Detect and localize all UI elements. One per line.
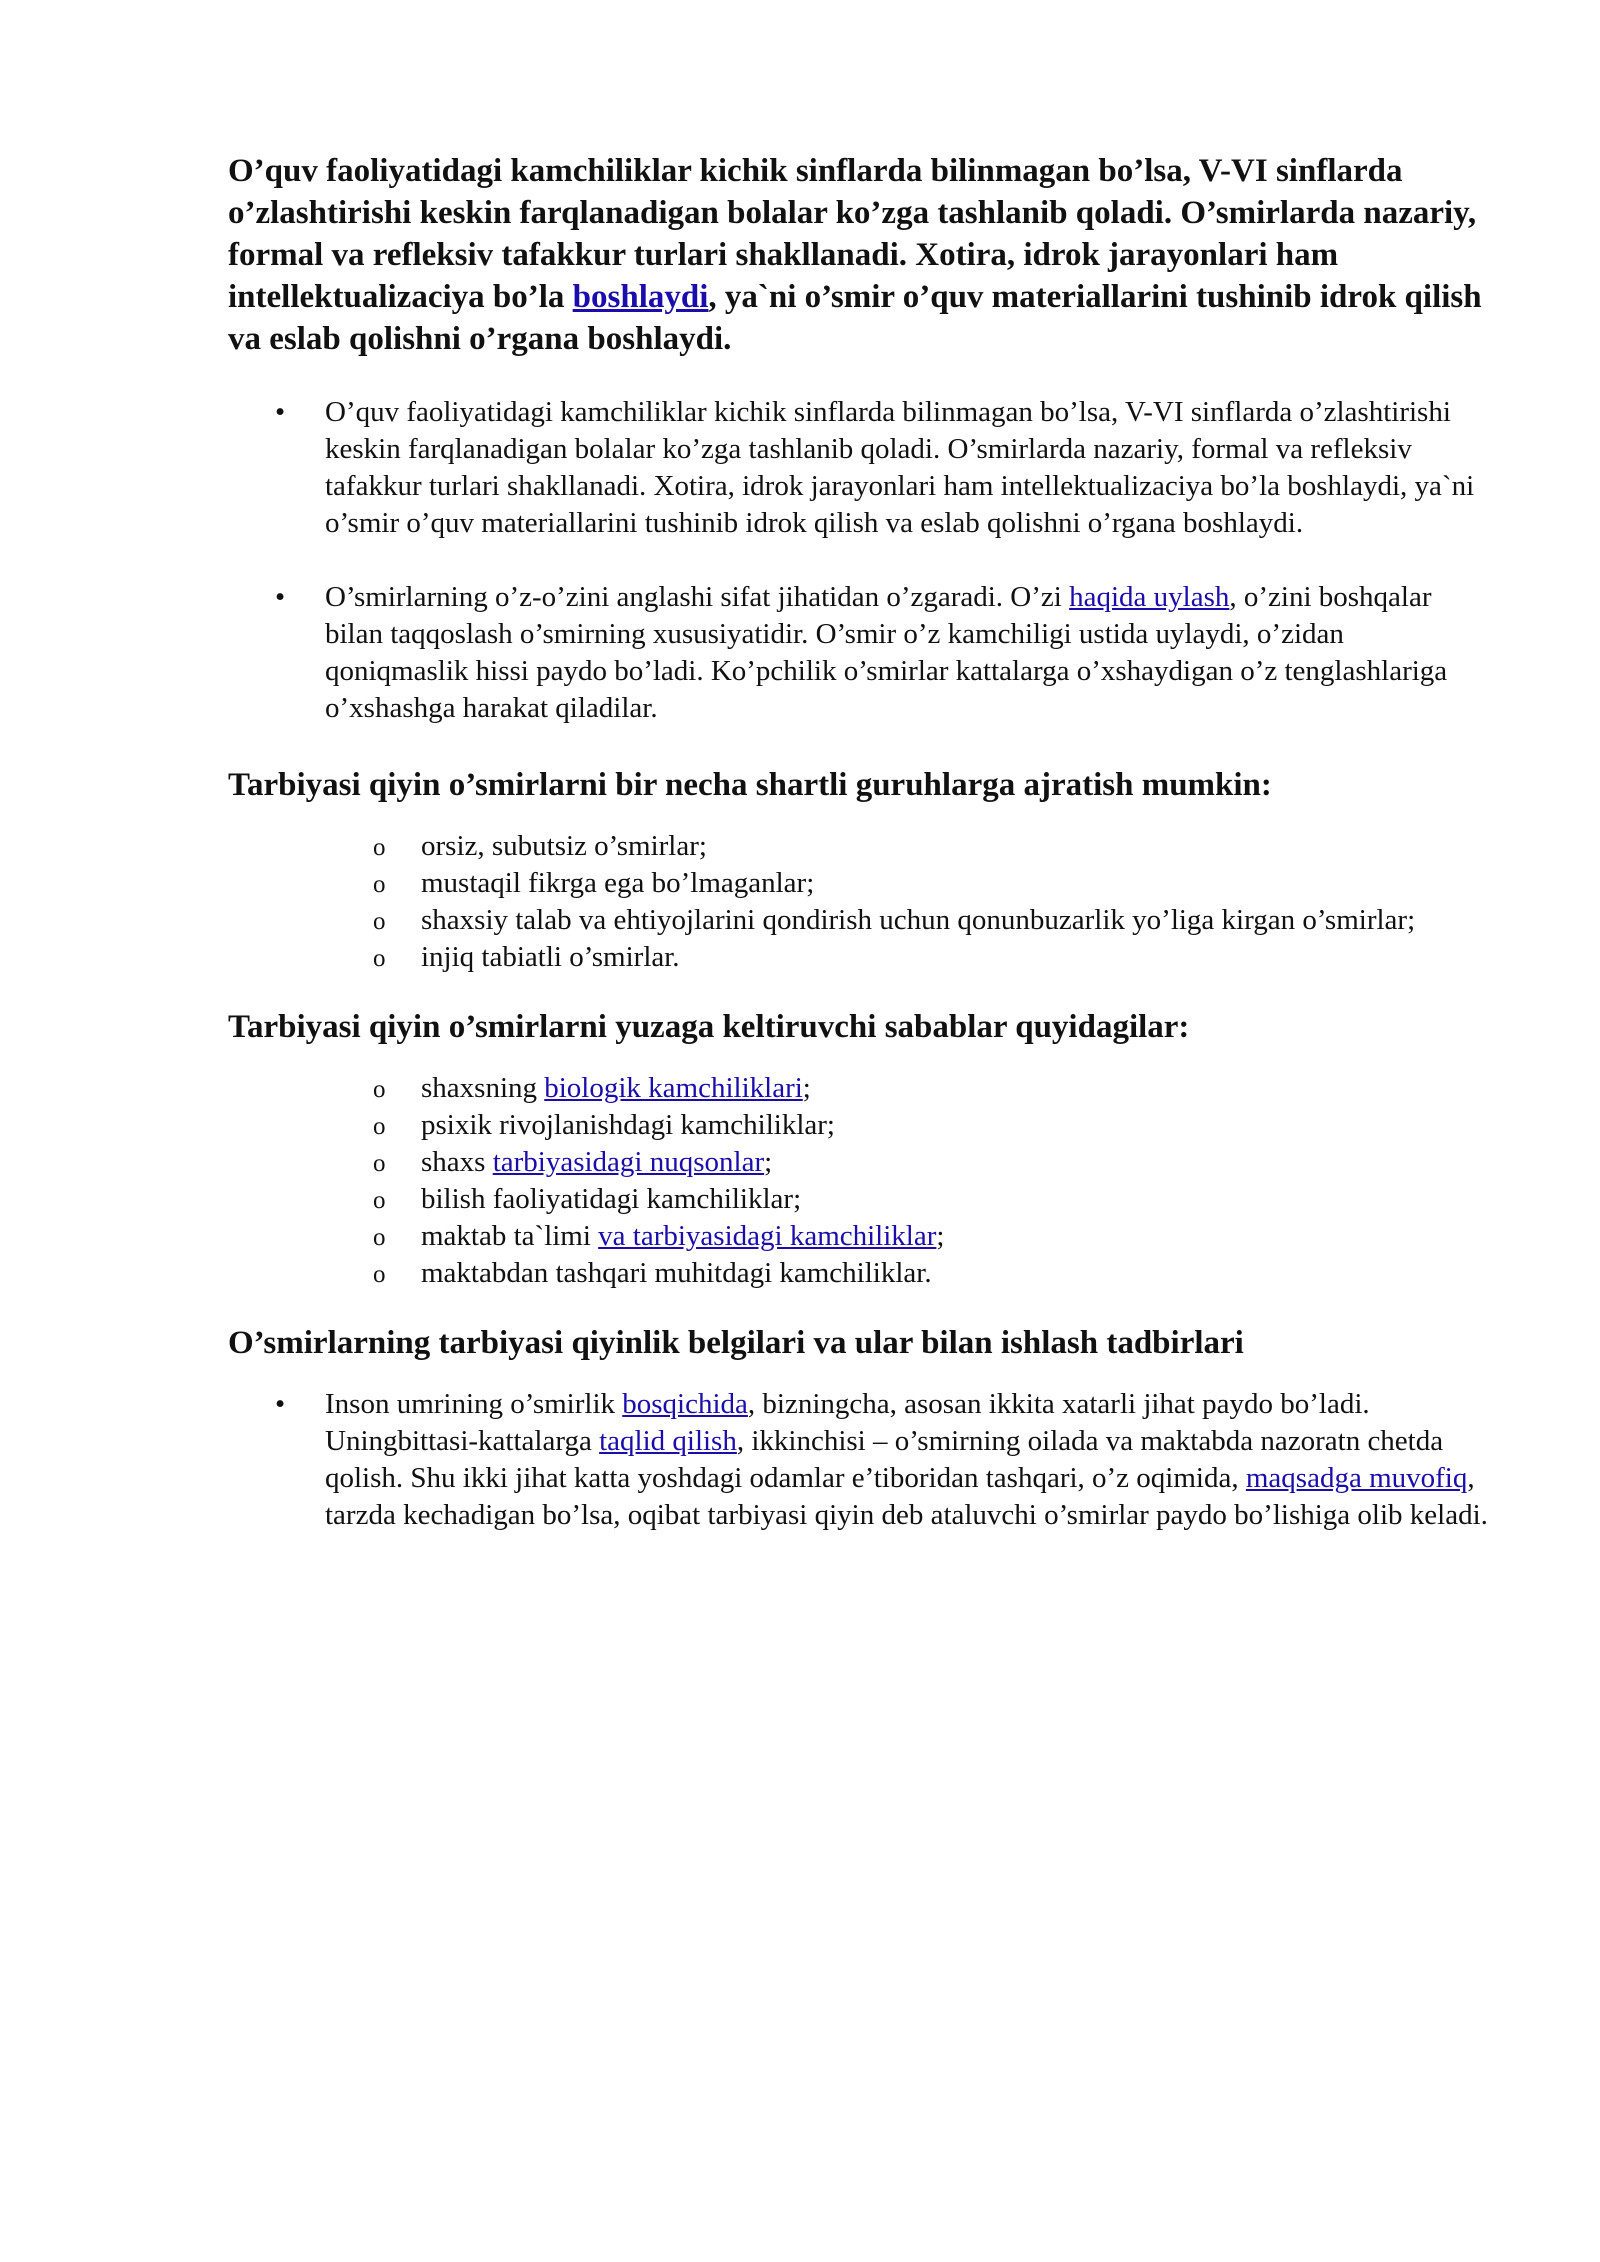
list-item: [373, 1107, 1488, 1144]
link-maqsadga-muvofiq[interactable]: maqsadga muvofiq: [1245, 1462, 1468, 1494]
list-item-text: mustaqil fikrga ega bo’lmaganlar;: [421, 867, 815, 899]
intro-link-boshlaydi[interactable]: boshlaydi: [572, 279, 709, 315]
list-item: [373, 828, 1488, 865]
intro-paragraph: [228, 150, 1488, 360]
list-item: [373, 902, 1488, 939]
list-item-text: shaxsning: [421, 1072, 545, 1104]
list-item-text: injiq tabiatli o’smirlar.: [421, 941, 680, 973]
list-item: [373, 1181, 1488, 1218]
list-item-text: O’smirlarning o’z-o’zini anglashi sifat jihatidan o’zgaradi. O’zi: [325, 581, 1070, 613]
bullet-list-1: [228, 394, 1488, 727]
link-taqlid-qilish[interactable]: taqlid qilish: [599, 1425, 737, 1457]
link-bosqichida[interactable]: bosqichida: [622, 1388, 748, 1420]
list-item: [373, 865, 1488, 902]
circle-marker: o: [373, 1076, 386, 1103]
circle-marker: o: [373, 871, 386, 898]
list-item-text: , bizningcha, asosan ikkita xatarli jihat paydo bo’ladi. Uningbittasi-kattalarga: [325, 1388, 1370, 1457]
list-item-text: ;: [764, 1146, 773, 1178]
bullet-list-2: [228, 1386, 1488, 1534]
link-biologik-kamchiliklari[interactable]: biologik kamchiliklari: [544, 1072, 803, 1104]
list-item-text: maktab ta`limi: [421, 1220, 599, 1252]
section-heading-signs: O’smirlarning tarbiyasi qiyinlik belgilari va ular bilan ishlash tadbirlari: [228, 1325, 1244, 1361]
link-haqida-uylash[interactable]: haqida uylash: [1069, 581, 1230, 613]
list-item: [275, 394, 1488, 542]
section-heading-causes: Tarbiyasi qiyin o’smirlarni yuzaga keltiruvchi sabablar quyidagilar:: [228, 1009, 1190, 1045]
circle-marker: o: [373, 908, 386, 935]
list-item-text: orsiz, subutsiz o’smirlar;: [421, 830, 707, 862]
section-heading-groups: Tarbiyasi qiyin o’smirlarni bir necha shartli guruhlarga ajratish mumkin:: [228, 767, 1272, 803]
circle-marker: o: [373, 1113, 386, 1140]
list-item: [373, 1070, 1488, 1107]
list-item: [373, 1144, 1488, 1181]
bullet-marker: •: [275, 1388, 286, 1420]
circle-marker: o: [373, 1150, 386, 1177]
list-item-text: maktabdan tashqari muhitdagi kamchiliklar.: [421, 1257, 932, 1289]
circle-marker: o: [373, 834, 386, 861]
circle-marker: o: [373, 1187, 386, 1214]
list-item: [373, 939, 1488, 976]
list-item-text: shaxs: [421, 1146, 493, 1178]
circle-marker: o: [373, 945, 386, 972]
bullet-marker: •: [275, 396, 286, 428]
list-item-text: O’quv faoliyatidagi kamchiliklar kichik sinflarda bilinmagan bo’lsa, V-VI sinflarda o’zlashtirishi keskin farqlanadigan bolalar ko’zga tashlanib qoladi. O’smirlarda nazariy, formal va refleksiv tafakkur turlari shakllanadi. Xotira, idrok jarayonlari ham intellektualizaciya bo’la boshlaydi, ya`ni o’smir o’quv materiallarini tushinib idrok qilish va eslab qolishni o’rgana boshlaydi.: [325, 396, 1475, 539]
list-item-text: shaxsiy talab va ehtiyojlarini qondirish uchun qonunbuzarlik yo’liga kirgan o’smirlar;: [421, 904, 1416, 936]
link-tarbiyasidagi-nuqsonlar[interactable]: tarbiyasidagi nuqsonlar: [492, 1146, 765, 1178]
circle-marker: o: [373, 1224, 386, 1251]
list-item: [373, 1255, 1488, 1292]
link-va-tarbiyasidagi-kamchiliklar[interactable]: va tarbiyasidagi kamchiliklar: [598, 1220, 937, 1252]
bullet-marker: •: [275, 581, 286, 613]
sub-list-groups: [228, 828, 1488, 976]
list-item-text: psixik rivojlanishdagi kamchiliklar;: [421, 1109, 835, 1141]
list-item-text: ;: [802, 1072, 811, 1104]
list-item-text: , ikkinchisi – o’smirning oilada va maktabda nazoratn chetda qolish. Shu ikki jihat katta yoshdagi odamlar e’tiboridan tashqari, o’z oqimida,: [325, 1425, 1444, 1494]
list-item: [373, 1218, 1488, 1255]
sub-list-causes: [228, 1070, 1488, 1292]
list-item-text: bilish faoliyatidagi kamchiliklar;: [421, 1183, 802, 1215]
list-item-text: , tarzda kechadigan bo’lsa, oqibat tarbiyasi qiyin deb ataluvchi o’smirlar paydo bo’lishiga olib keladi.: [325, 1462, 1488, 1531]
intro-text-1: O’quv faoliyatidagi kamchiliklar kichik sinflarda bilinmagan bo’lsa, V-VI sinflarda o’zlashtirishi keskin farqlanadigan bolalar ko’zga tashlanib qoladi. O’smirlarda nazariy, formal va refleksiv tafakkur turlari shakllanadi. Xotira, idrok jarayonlari ham intellektualizaciya bo’la: [228, 153, 1477, 315]
intro-text-2: , ya`ni o’smir o’quv materiallarini tushinib idrok qilish va eslab qolishni o’rgana boshlaydi.: [228, 279, 1482, 357]
circle-marker: o: [373, 1261, 386, 1288]
list-item-text: ;: [936, 1220, 945, 1252]
document-page: [228, 150, 1488, 1571]
list-item-text: , o’zini boshqalar bilan taqqoslash o’smirning xususiyatidir. O’smir o’z kamchiligi ustida uylaydi, o’zidan qoniqmaslik hissi paydo bo’ladi. Ko’pchilik o’smirlar kattalarga o’xshaydigan o’z tenglashlariga o’xshashga harakat qiladilar.: [325, 581, 1448, 724]
list-item: [275, 579, 1488, 727]
list-item: [275, 1386, 1488, 1534]
list-item-text: Inson umrining o’smirlik: [325, 1388, 623, 1420]
